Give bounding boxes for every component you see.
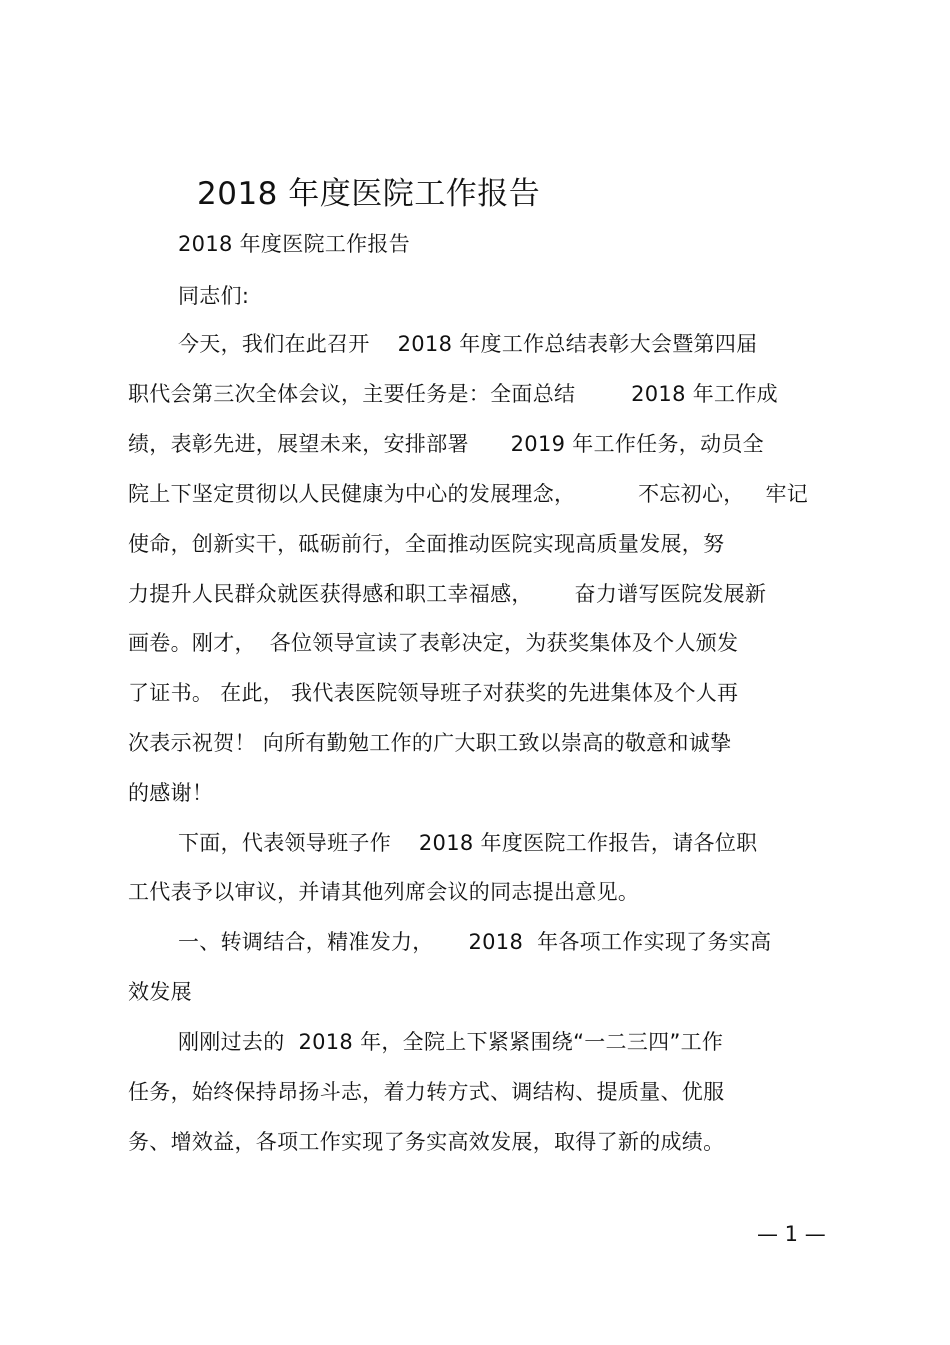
paragraph-line: 使命，创新实干，砥砺前行，全面推动医院实现高质量发展，努 bbox=[128, 532, 725, 556]
paragraph-line: 务、增效益，各项工作实现了务实高效发展，取得了新的成绩。 bbox=[128, 1130, 725, 1154]
section-heading-line: 一、转调结合，精准发力， 2018 年各项工作实现了务实高 bbox=[178, 930, 772, 954]
document-subtitle: 2018 年度医院工作报告 bbox=[178, 232, 411, 256]
page-number: — 1 — bbox=[757, 1222, 826, 1246]
paragraph-line: 工代表予以审议，并请其他列席会议的同志提出意见。 bbox=[128, 880, 640, 904]
paragraph-line: 刚刚过去的 2018 年，全院上下紧紧围绕“一二三四”工作 bbox=[178, 1030, 724, 1054]
salutation: 同志们: bbox=[178, 284, 250, 308]
paragraph-line: 下面，代表领导班子作 2018 年度医院工作报告，请各位职 bbox=[178, 831, 758, 855]
paragraph-line: 今天，我们在此召开 2018 年度工作总结表彰大会暨第四届 bbox=[178, 332, 758, 356]
paragraph-line: 的感谢！ bbox=[128, 781, 214, 805]
section-heading-line: 效发展 bbox=[128, 980, 192, 1004]
paragraph-line: 力提升人民群众就医获得感和职工幸福感， 奋力谱写医院发展新 bbox=[128, 582, 767, 606]
paragraph-line: 院上下坚定贯彻以人民健康为中心的发展理念， 不忘初心， 牢记 bbox=[128, 482, 809, 506]
paragraph-line: 画卷。刚才， 各位领导宣读了表彰决定，为获奖集体及个人颁发 bbox=[128, 631, 739, 655]
document-title: 2018 年度医院工作报告 bbox=[197, 176, 541, 212]
paragraph-line: 绩，表彰先进，展望未来，安排部署 2019 年工作任务，动员全 bbox=[128, 432, 764, 456]
paragraph-line: 次表示祝贺！ 向所有勤勉工作的广大职工致以崇高的敬意和诚挚 bbox=[128, 731, 732, 755]
paragraph-line: 任务，始终保持昂扬斗志，着力转方式、调结构、提质量、优服 bbox=[128, 1080, 725, 1104]
paragraph-line: 职代会第三次全体会议，主要任务是：全面总结 2018 年工作成 bbox=[128, 382, 778, 406]
paragraph-line: 了证书。 在此， 我代表医院领导班子对获奖的先进集体及个人再 bbox=[128, 681, 739, 705]
